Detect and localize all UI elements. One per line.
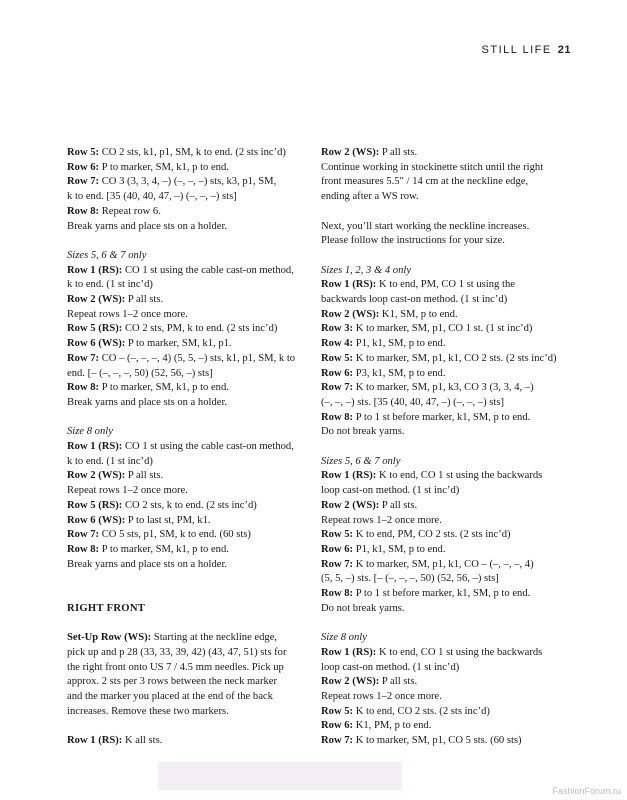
row-label: Row 2 (WS): bbox=[321, 147, 380, 158]
row-label: Row 7: bbox=[321, 382, 354, 394]
size-subheading: Sizes 5, 6 & 7 only bbox=[321, 455, 401, 467]
paragraph-gap bbox=[321, 205, 565, 220]
row-label: Row 8: bbox=[67, 382, 100, 394]
row-label: Row 6: bbox=[321, 543, 354, 555]
row-label: Row 5: bbox=[321, 352, 354, 364]
instruction-line: Set-Up Row (WS): Starting at the neckline edge, bbox=[67, 632, 278, 644]
instruction-line: Row 1 (RS): CO 1 st using the cable cast-on method, bbox=[67, 441, 294, 453]
row-label: Row 6: bbox=[321, 367, 354, 379]
row-label: Row 7: bbox=[67, 352, 100, 364]
size-subheading: Size 8 only bbox=[67, 426, 113, 438]
instruction-line: k to end. [35 (40, 40, 47, –) (–, –, –) sts] bbox=[67, 191, 237, 203]
instruction-line: Row 2 (WS): K1, SM, p to end. bbox=[321, 308, 458, 320]
instruction-line: Row 5: K to end, PM, CO 2 sts. (2 sts inc’d) bbox=[321, 529, 511, 541]
instruction-line: loop cast-on method. (1 st inc’d) bbox=[321, 661, 460, 673]
instruction-line: Break yarns and place sts on a holder. bbox=[67, 396, 228, 408]
instruction-line: Row 5: K to marker, SM, p1, k1, CO 2 sts. (2 sts inc’d) bbox=[321, 352, 557, 364]
instruction-line: Row 6 (WS): P to last st, PM, k1. bbox=[67, 514, 211, 526]
instruction-line: Row 1 (RS): K all sts. bbox=[67, 735, 163, 747]
size-subheading: Size 8 only bbox=[321, 632, 367, 644]
instruction-line: backwards loop cast-on method. (1 st inc’d) bbox=[321, 294, 508, 305]
instruction-line: Break yarns and place sts on a holder. bbox=[67, 220, 228, 232]
instruction-line: front measures 5.5″ / 14 cm at the neckline edge, bbox=[321, 176, 529, 188]
size-subheading: Sizes 5, 6 & 7 only bbox=[67, 249, 147, 261]
row-label: Row 7: bbox=[321, 558, 354, 570]
row-label: Row 1 (RS): bbox=[321, 470, 377, 482]
row-label: Row 5: bbox=[321, 705, 354, 717]
paragraph-gap bbox=[321, 616, 565, 631]
row-label: Row 1 (RS): bbox=[67, 441, 123, 453]
instruction-line: loop cast-on method. (1 st inc’d) bbox=[321, 485, 460, 497]
instruction-line: Row 2 (WS): P all sts. bbox=[67, 294, 164, 306]
instruction-line: Do not break yarns. bbox=[321, 426, 405, 438]
instruction-line: and the marker you placed at the end of the back bbox=[67, 690, 273, 702]
row-label: Row 7: bbox=[321, 735, 354, 747]
row-label: Row 8: bbox=[321, 411, 354, 423]
row-label: Row 1 (RS): bbox=[67, 264, 123, 276]
instruction-line: Row 7: K to marker, SM, p1, k3, CO 3 (3, 3, 4, –) bbox=[321, 382, 534, 394]
instruction-line: k to end. (1 st inc’d) bbox=[67, 279, 153, 291]
instruction-line: Repeat rows 1–2 once more. bbox=[67, 308, 188, 320]
row-label: Row 6: bbox=[67, 161, 100, 173]
row-label: Row 8: bbox=[321, 588, 354, 600]
instruction-line: k to end. (1 st inc’d) bbox=[67, 455, 153, 467]
row-label: Row 8: bbox=[67, 543, 100, 555]
row-label: Set-Up Row (WS): bbox=[67, 632, 152, 644]
instruction-line: Row 5: CO 2 sts, k1, p1, SM, k to end. (2 sts inc’d) bbox=[67, 147, 286, 158]
row-label: Row 1 (RS): bbox=[321, 646, 377, 658]
instruction-line: Break yarns and place sts on a holder. bbox=[67, 558, 228, 570]
instruction-line: Row 2 (WS): P all sts. bbox=[321, 676, 418, 688]
section-heading: RIGHT FRONT bbox=[67, 602, 146, 614]
row-label: Row 8: bbox=[67, 205, 100, 217]
paragraph-gap bbox=[67, 616, 311, 631]
row-label: Row 2 (WS): bbox=[67, 294, 126, 306]
instruction-line: Row 2 (WS): P all sts. bbox=[67, 470, 164, 482]
row-label: Row 1 (RS): bbox=[67, 735, 123, 747]
instruction-line: approx. 2 sts per 3 rows between the neck marker bbox=[67, 676, 278, 688]
instruction-line: increases. Remove these two markers. bbox=[67, 705, 229, 717]
instruction-line: Row 1 (RS): K to end, CO 1 st using the backwards bbox=[321, 470, 543, 482]
row-label: Row 7: bbox=[67, 529, 100, 541]
instruction-line: Row 6: P3, k1, SM, p to end. bbox=[321, 367, 446, 379]
instruction-line: end. [– (–, –, –, 50) (52, 56, –) sts] bbox=[67, 367, 213, 379]
instruction-line: (5, 5, –) sts. [– (–, –, –, 50) (52, 56, –) sts] bbox=[321, 573, 499, 585]
instruction-line: Row 2 (WS): P all sts. bbox=[321, 147, 418, 158]
row-label: Row 6 (WS): bbox=[67, 338, 126, 350]
instruction-line: Row 6: P to marker, SM, k1, p to end. bbox=[67, 161, 229, 173]
row-label: Row 1 (RS): bbox=[321, 279, 377, 291]
instruction-line: Continue working in stockinette stitch until the right bbox=[321, 161, 544, 173]
instruction-line: pick up and p 28 (33, 33, 39, 42) (43, 47, 51) sts for bbox=[67, 646, 287, 658]
instruction-line: (–, –, –) sts. [35 (40, 40, 47, –) (–, –, –) sts] bbox=[321, 396, 505, 408]
watermark-text: FashionForum.ru bbox=[552, 786, 621, 796]
watermark-band bbox=[158, 762, 402, 790]
row-label: Row 3: bbox=[321, 323, 354, 335]
running-header bbox=[482, 44, 571, 56]
instruction-line: Row 6: K1, PM, p to end. bbox=[321, 720, 432, 732]
row-label: Row 2 (WS): bbox=[67, 470, 126, 482]
row-label: Row 2 (WS): bbox=[321, 499, 380, 511]
paragraph-gap bbox=[67, 234, 311, 249]
row-label: Row 6 (WS): bbox=[67, 514, 126, 526]
instruction-line: Row 8: P to 1 st before marker, k1, SM, p to end. bbox=[321, 588, 531, 600]
size-subheading: Sizes 1, 2, 3 & 4 only bbox=[321, 264, 412, 276]
row-label: Row 5 (RS): bbox=[67, 323, 123, 335]
section-title: STILL LIFE bbox=[481, 44, 552, 56]
instruction-line: ending after a WS row. bbox=[321, 191, 419, 203]
instruction-line: Row 5 (RS): CO 2 sts, PM, k to end. (2 sts inc’d) bbox=[67, 323, 278, 335]
instruction-line: Row 2 (WS): P all sts. bbox=[321, 499, 418, 511]
instruction-line: Row 6 (WS): P to marker, SM, k1, p1. bbox=[67, 338, 232, 350]
instruction-line: Row 3: K to marker, SM, p1, CO 1 st. (1 st inc’d) bbox=[321, 323, 533, 335]
instruction-line: Row 8: P to marker, SM, k1, p to end. bbox=[67, 543, 229, 555]
instruction-line: Row 7: CO – (–, –, –, 4) (5, 5, –) sts, k1, p1, SM, k to bbox=[67, 352, 296, 364]
instruction-line: Row 4: P1, k1, SM, p to end. bbox=[321, 338, 446, 350]
instruction-line: Row 8: Repeat row 6. bbox=[67, 205, 161, 217]
paragraph-gap bbox=[67, 587, 311, 602]
instruction-line: Next, you’ll start working the neckline increases. bbox=[321, 220, 530, 232]
row-label: Row 5: bbox=[67, 147, 100, 158]
instruction-line: Repeat rows 1–2 once more. bbox=[321, 690, 442, 702]
instruction-line: Row 5 (RS): CO 2 sts, k to end. (2 sts inc’d) bbox=[67, 499, 257, 511]
instruction-line: Row 1 (RS): K to end, CO 1 st using the backwards bbox=[321, 646, 543, 658]
instruction-line: Row 7: CO 5 sts, p1, SM, k to end. (60 sts) bbox=[67, 529, 251, 541]
row-label: Row 4: bbox=[321, 338, 354, 350]
instruction-line: Row 1 (RS): CO 1 st using the cable cast-on method, bbox=[67, 264, 294, 276]
row-label: Row 7: bbox=[67, 176, 100, 188]
paragraph-gap bbox=[67, 572, 311, 587]
instruction-line: Repeat rows 1–2 once more. bbox=[67, 485, 188, 497]
row-label: Row 5 (RS): bbox=[67, 499, 123, 511]
row-label: Row 6: bbox=[321, 720, 354, 732]
instruction-line: Row 7: K to marker, SM, p1, k1, CO – (–, –, –, 4) bbox=[321, 558, 534, 570]
instruction-line: the right front onto US 7 / 4.5 mm needles. Pick up bbox=[67, 661, 284, 673]
left-column bbox=[67, 146, 311, 749]
instruction-line: Row 8: P to marker, SM, k1, p to end. bbox=[67, 382, 229, 394]
row-label: Row 5: bbox=[321, 529, 354, 541]
instruction-line: Row 6: P1, k1, SM, p to end. bbox=[321, 543, 446, 555]
paragraph-gap bbox=[67, 411, 311, 426]
right-column bbox=[321, 146, 565, 749]
row-label: Row 2 (WS): bbox=[321, 308, 380, 320]
instruction-line: Please follow the instructions for your size. bbox=[321, 235, 505, 247]
instruction-line: Row 7: K to marker, SM, p1, CO 5 sts. (60 sts) bbox=[321, 735, 522, 747]
paragraph-gap bbox=[67, 719, 311, 734]
paragraph-gap bbox=[321, 249, 565, 264]
instruction-line: Row 1 (RS): K to end, PM, CO 1 st using the bbox=[321, 279, 515, 291]
paragraph-gap bbox=[321, 440, 565, 455]
instruction-line: Do not break yarns. bbox=[321, 602, 405, 614]
instruction-line: Repeat rows 1–2 once more. bbox=[321, 514, 442, 526]
page-number: 21 bbox=[557, 44, 571, 56]
instruction-line: Row 7: CO 3 (3, 3, 4, –) (–, –, –) sts, k3, p1, SM, bbox=[67, 176, 277, 188]
instruction-line: Row 8: P to 1 st before marker, k1, SM, p to end. bbox=[321, 411, 531, 423]
row-label: Row 2 (WS): bbox=[321, 676, 380, 688]
instruction-line: Row 5: K to end, CO 2 sts. (2 sts inc’d) bbox=[321, 705, 490, 717]
